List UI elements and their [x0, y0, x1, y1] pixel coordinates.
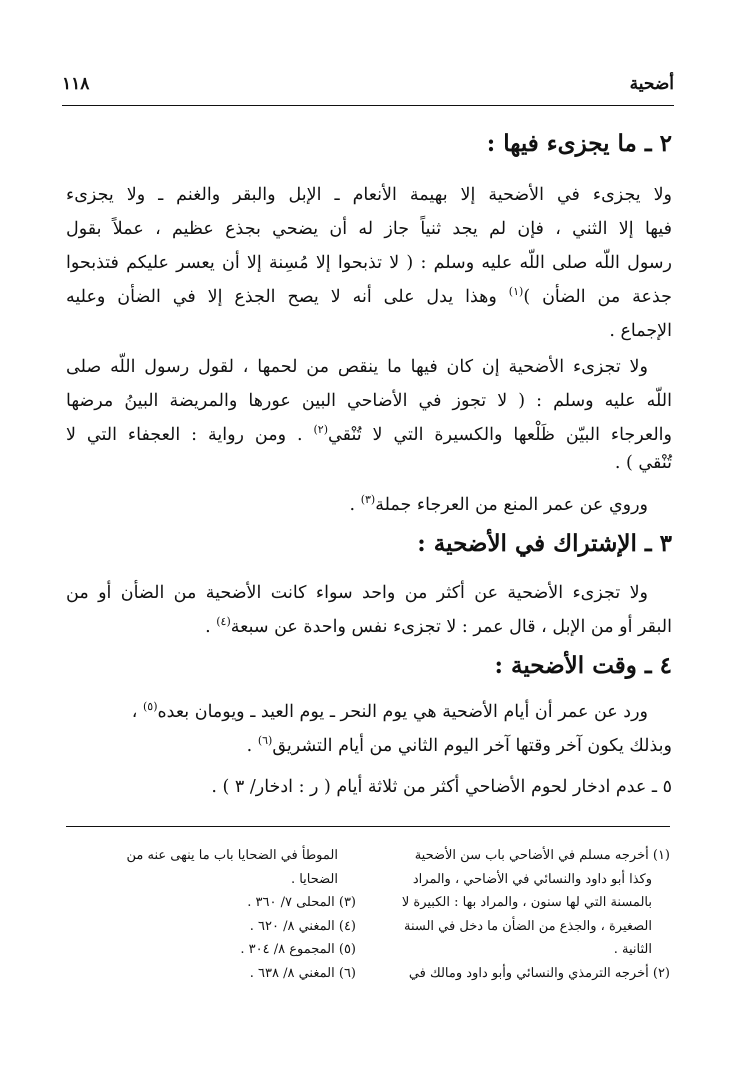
footnote-ref: (٦) [257, 734, 273, 748]
section-3-paragraph-1 [66, 576, 672, 644]
footnote-ref: (١) [508, 285, 524, 299]
footnote-ref: (٢) [313, 423, 329, 437]
footnotes [66, 844, 670, 1014]
footnote-line: (٤) المغني ٨/ ٦٢٠ . [249, 918, 356, 934]
footnote-ref: (٣) [360, 493, 376, 507]
footnote-ref: (٤) [216, 615, 231, 629]
page-number: ١١٨ [62, 74, 90, 94]
text-line: ورد عن عمر أن أيام الأضحية هي يوم النحر ـ يوم العيد ـ ويومان بعده$^{(٥)}$ ، [131, 700, 648, 722]
footnotes-right-column [380, 844, 670, 985]
text-line: تُنْقي ) . [614, 453, 672, 473]
section-3-heading: ٣ ـ الإشتراك في الأضحية : [417, 530, 672, 557]
text-line: والعرجاء البيّن ظَلْعها والكسيرة التي لا تُنْقي$^{(٢)}$ . ومن رواية : العجفاء التي لا [66, 423, 672, 445]
footnote-ref: (٥) [142, 700, 158, 714]
text-line: ولا تجزىء الأضحية إن كان فيها ما ينقص من لحمها ، لقول رسول اللّه صلى [66, 357, 648, 377]
footnotes-left-column [66, 844, 356, 985]
footnote-line: الموطأ في الضحايا باب ما ينهى عنه من [126, 848, 338, 863]
footnote-line: (٣) المحلى ٧/ ٣٦٠ . [247, 895, 356, 910]
running-title: أضحية [629, 74, 674, 94]
footnote-line: الضحايا . [290, 871, 338, 887]
section-2-paragraph-2 [66, 350, 672, 474]
footnote-line: الصغيرة ، والجذع من الضأن ما دخل في السنة [403, 918, 652, 934]
text-line: جذعة من الضأن )$^{(١)}$ وهذا يدل على أنه لا يصح الجذع إلا في الضأن وعليه [66, 285, 673, 307]
text-line: ولا يجزىء في الأضحية إلا بهيمة الأنعام ـ الإبل والبقر والغنم ـ ولا يجزىء [66, 185, 672, 205]
running-header [62, 70, 674, 106]
footnote-line: (٥) المجموع ٨/ ٣٠٤ . [240, 942, 356, 957]
section-2-heading: ٢ ـ ما يجزىء فيها : [486, 130, 672, 157]
header-rule [62, 105, 674, 106]
section-4-heading: ٤ ـ وقت الأضحية : [494, 652, 672, 679]
text-line: ٥ ـ عدم ادخار لحوم الأضاحي أكثر من ثلاثة أيام ( ر : ادخار/ ٣ ) . [211, 777, 672, 797]
section-2-paragraph-1 [66, 178, 672, 348]
footnote-line: (٦) المغني ٨/ ٦٣٨ . [249, 965, 356, 981]
text-line: ولا تجزىء الأضحية عن أكثر من واحد سواء كانت الأضحية من الضأن أو من [66, 583, 648, 603]
footnote-line: الثانية . [613, 942, 652, 957]
text-line: الإجماع . [609, 321, 672, 341]
text-line: وروي عن عمر المنع من العرجاء جملة$^{(٣)}$ . [349, 493, 648, 515]
section-4-paragraph-1 [66, 695, 672, 763]
section-5-line [66, 770, 672, 804]
footnote-line: وكذا أبو داود والنسائي في الأضاحي ، والمراد [412, 871, 652, 887]
text-line: فيها إلا الثني ، فإن لم يجد ثنياً جاز له أن يضحي بجذع عظيم ، عملاً بقول [66, 219, 672, 239]
footnote-line: بالمسنة التي لها سنون ، والمراد بها : الكبيرة لا [401, 895, 652, 910]
section-2-paragraph-3 [66, 488, 672, 522]
footnote-rule [66, 826, 670, 827]
footnote-line: (٢) أخرجه الترمذي والنسائي وأبو داود ومالك في [408, 965, 670, 981]
footnote-line: (١) أخرجه مسلم في الأضاحي باب سن الأضحية [414, 848, 670, 863]
text-line: وبذلك يكون آخر وقتها آخر اليوم الثاني من أيام التشريق$^{(٦)}$ . [246, 734, 672, 756]
text-line: البقر أو من الإبل ، قال عمر : لا تجزىء نفس واحدة عن سبعة$^{(٤)}$ . [205, 615, 672, 637]
text-line: رسول اللّه صلى اللّه عليه وسلم : ( لا تذبحوا إلا مُسِنة إلا أن يعسر عليكم فتذبحوا [66, 253, 672, 273]
text-line: اللّه عليه وسلم : ( لا تجوز في الأضاحي البين عورها والمريضة البينُ مرضها [66, 391, 672, 411]
